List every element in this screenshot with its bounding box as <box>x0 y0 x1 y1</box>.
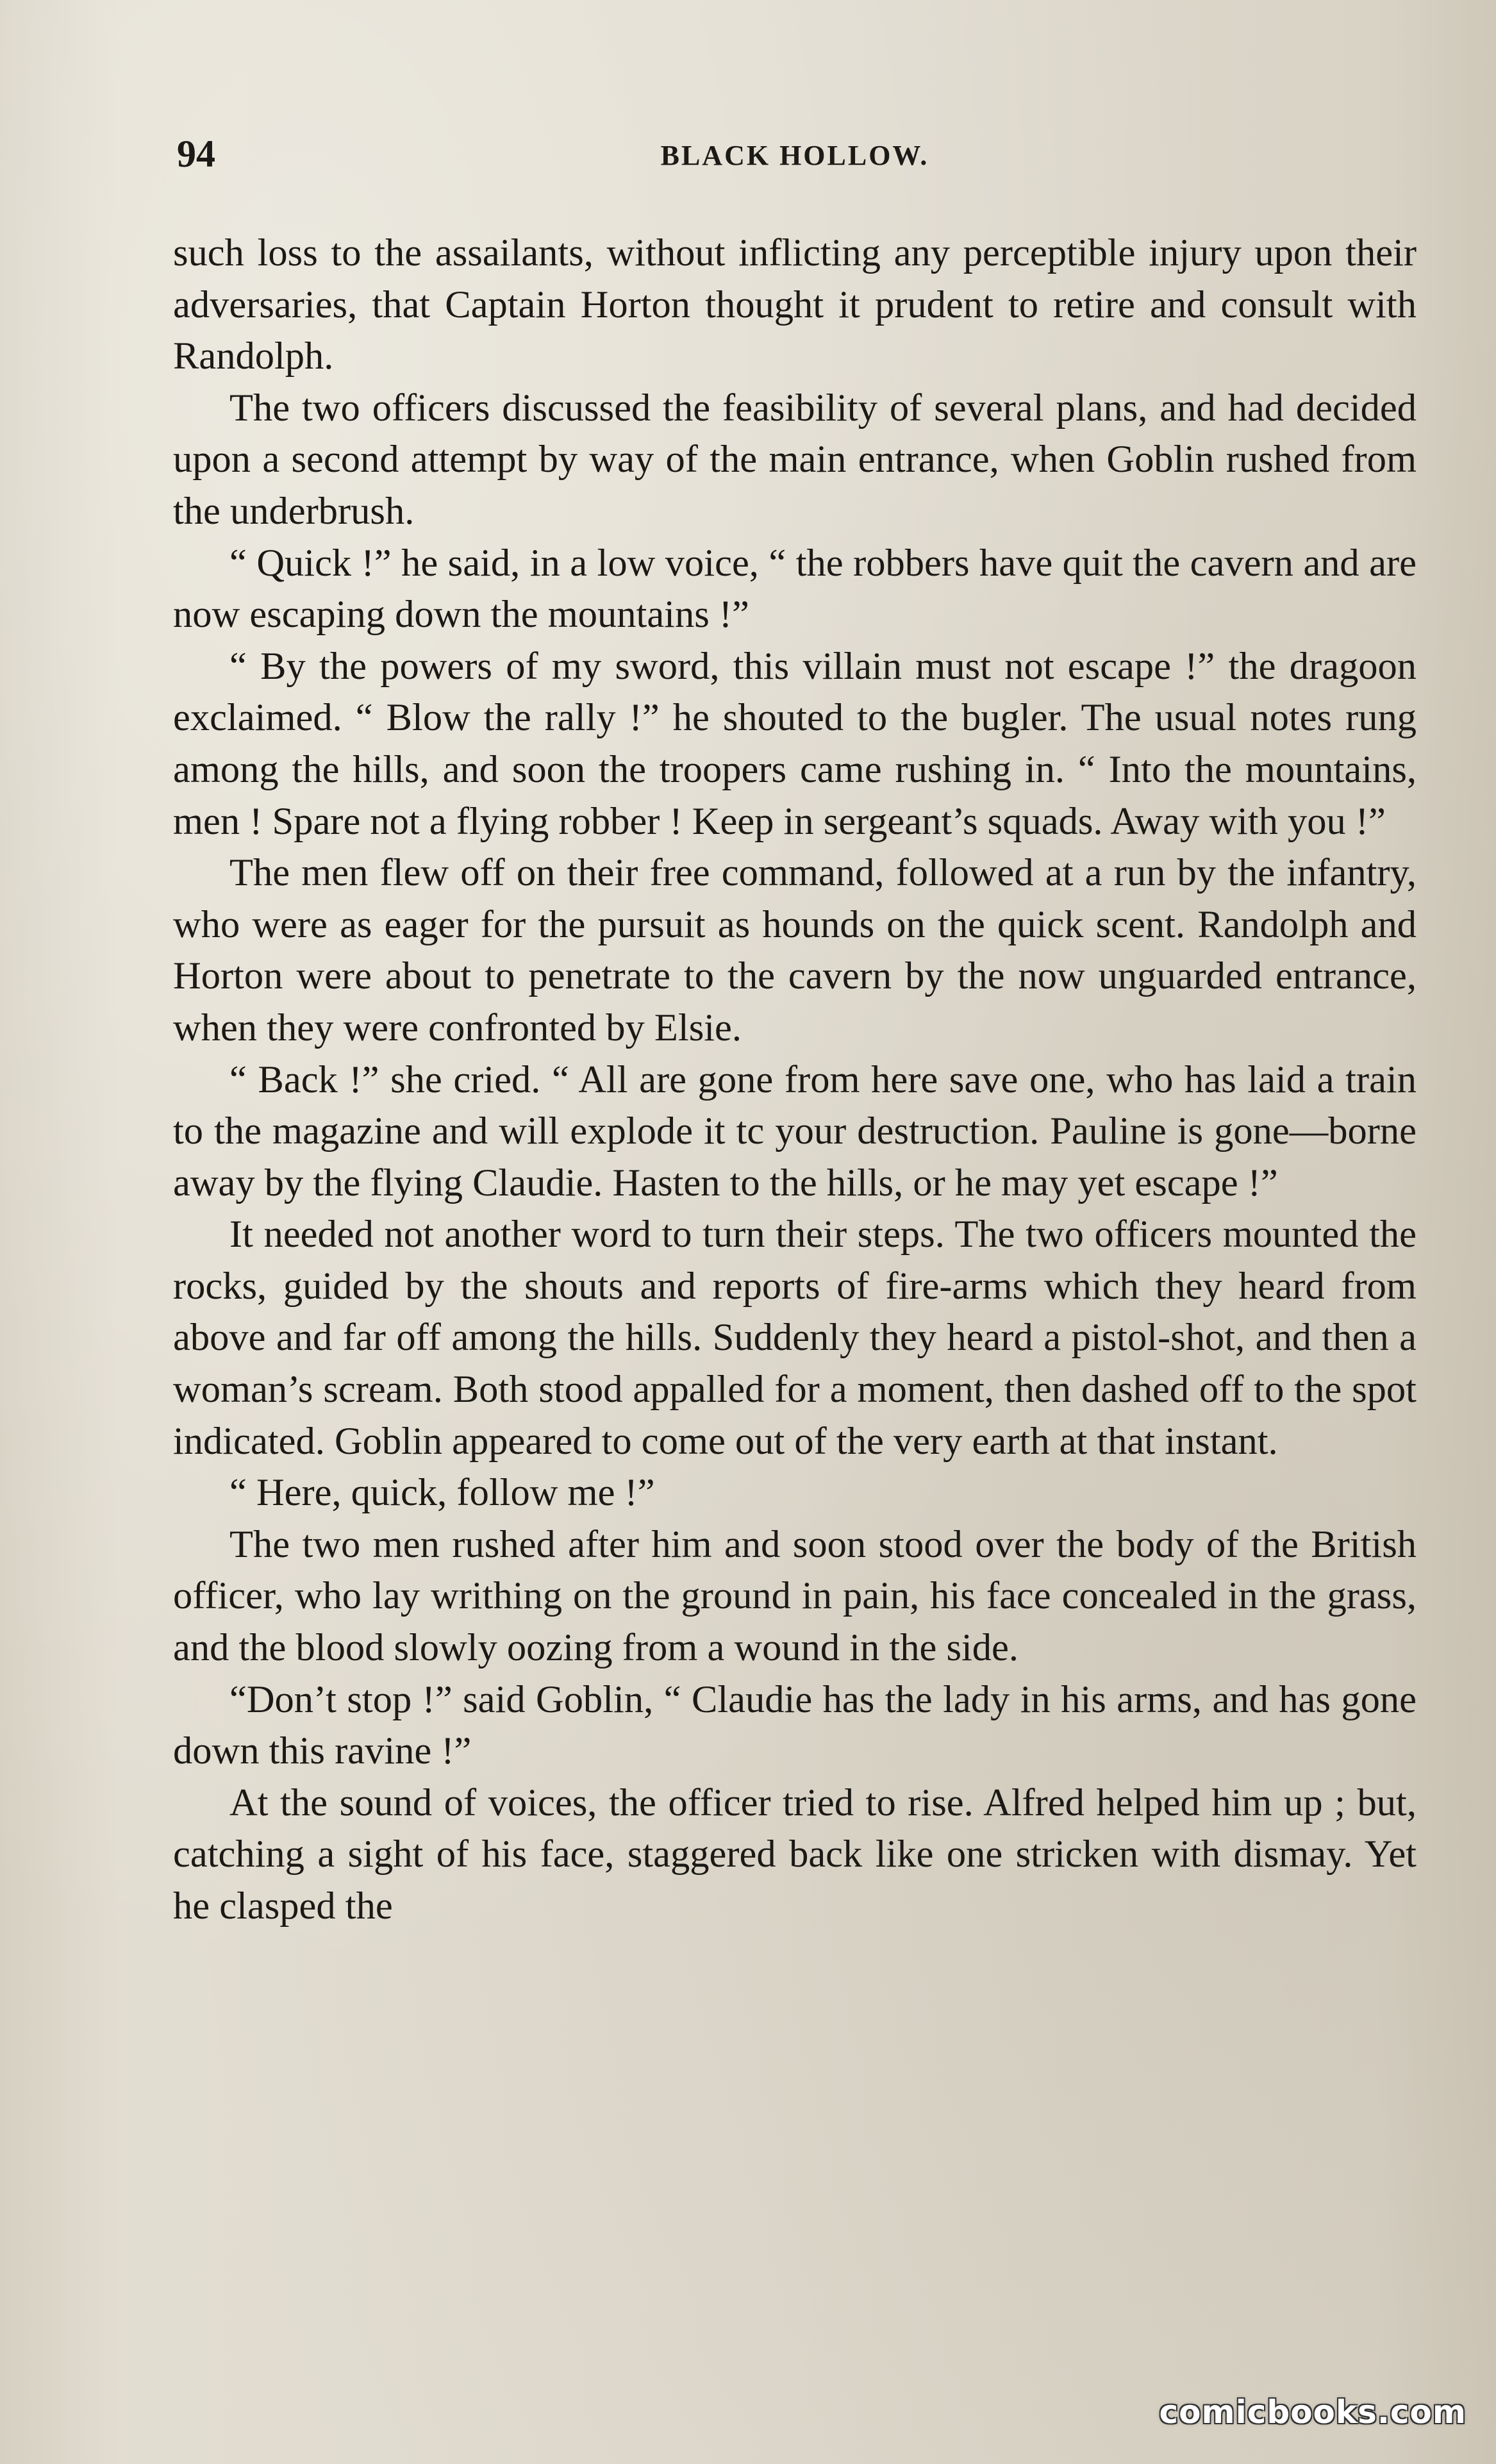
running-title: BLACK HOLLOW. <box>660 140 929 171</box>
running-head <box>173 128 1417 186</box>
paragraph: The two officers discussed the feasibility of several plans, and had decided upon a second attempt by way of the main entrance, when Goblin rushed from the underbrush. <box>173 386 1417 533</box>
page-number: 94 <box>177 133 215 175</box>
paragraph: “Don’t stop !” said Goblin, “ Claudie has the lady in his arms, and has gone down this ravine !” <box>173 1677 1417 1773</box>
paragraph: It needed not another word to turn their steps. The two officers mounted the rocks, guided by the shouts and reports of fire-arms which they heard from above and far off among the hills. Suddenly they heard a pistol-shot, and then a woman’s scream. Both stood appalled for a moment, then dashed off to the spot indicated. Goblin appeared to come out of the very earth at that instant. <box>173 1213 1417 1463</box>
body-text <box>173 228 1417 1933</box>
paragraph: The two men rushed after him and soon stood over the body of the British officer, who lay writhing on the ground in pain, his face concealed in the grass, and the blood slowly oozing from a wound in the side. <box>173 1522 1417 1670</box>
paragraph: The men flew off on their free command, followed at a run by the infantry, who were as eager for the pursuit as hounds on the quick scent. Randolph and Horton were about to penetrate to the cavern by the now unguarded entrance, when they were confronted by Elsie. <box>173 851 1417 1049</box>
paragraph: At the sound of voices, the officer tried to rise. Alfred helped him up ; but, catching a sight of his face, staggered back like one stricken with dismay. Yet he clasped the <box>173 1781 1417 1927</box>
watermark-text: comicbooks.com <box>1159 2393 1467 2431</box>
paragraph: “ Quick !” he said, in a low voice, “ the robbers have quit the cavern and are now escaping down the mountains !” <box>173 541 1417 637</box>
paragraph: “ Here, quick, follow me !” <box>229 1471 655 1515</box>
paragraph: “ By the powers of my sword, this villain must not escape !” the dragoon exclaimed. “ Blow the rally !” he shouted to the bugler. The usual notes rung among the hills, and soon the troopers came rushing in. “ Into the mountains, men ! Spare not a flying robber ! Keep in sergeant’s squads. Away with you !” <box>173 644 1417 843</box>
paragraph: “ Back !” she cried. “ All are gone from here save one, who has laid a train to the magazine and will explode it tc your destruction. Pauline is gone—borne away by the flying Claudie. Hasten to the hills, or he may yet escape !” <box>173 1058 1417 1204</box>
paragraph: such loss to the assailants, without inflicting any perceptible injury upon their adversaries, that Captain Horton thought it prudent to retire and consult with Randolph. <box>173 231 1417 378</box>
